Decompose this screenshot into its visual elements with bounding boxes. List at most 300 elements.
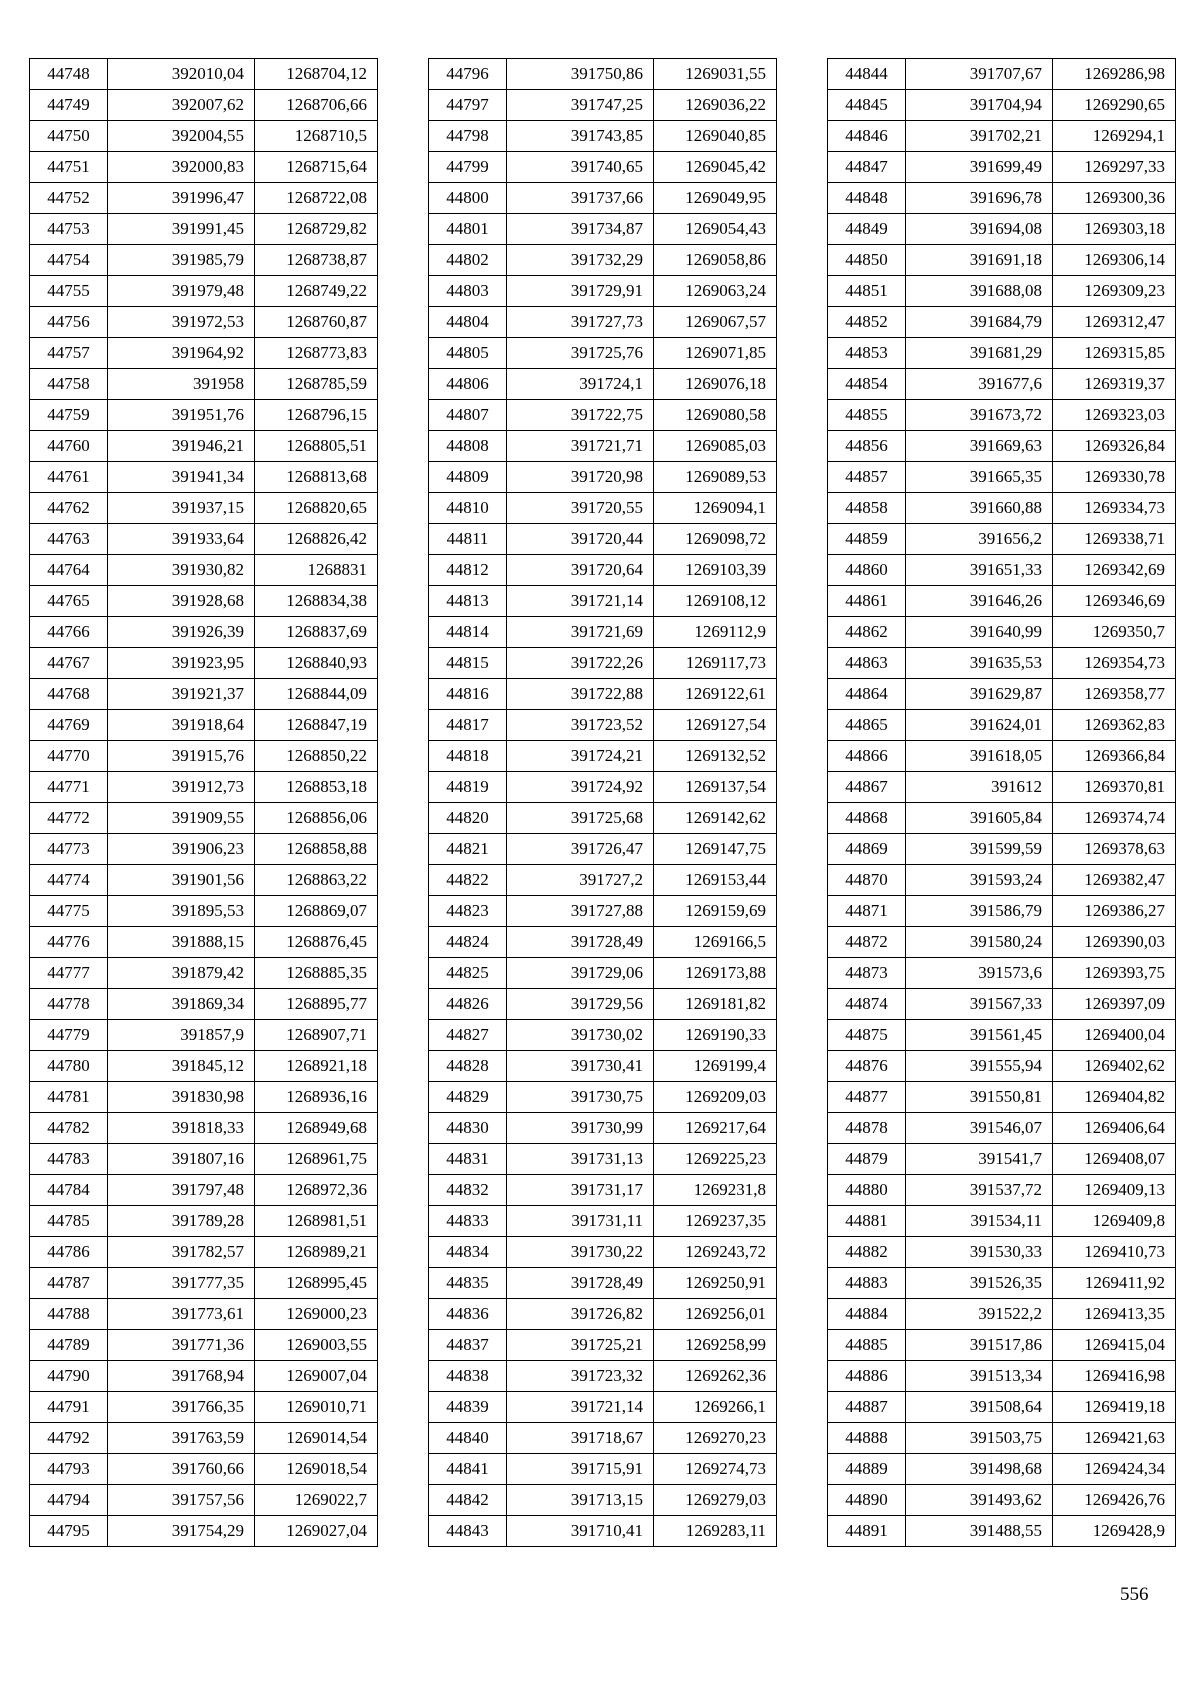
x-coordinate-cell: 391721,14 <box>507 1392 654 1423</box>
x-coordinate-cell: 391807,16 <box>108 1144 255 1175</box>
table-row <box>429 1113 777 1144</box>
x-coordinate-cell: 391732,29 <box>507 245 654 276</box>
table-row <box>429 617 777 648</box>
coordinate-table-2 <box>428 58 777 1547</box>
x-coordinate-cell: 391550,81 <box>906 1082 1053 1113</box>
x-coordinate-cell: 391921,37 <box>108 679 255 710</box>
y-coordinate-cell: 1269279,03 <box>654 1485 777 1516</box>
table-row <box>828 431 1176 462</box>
x-coordinate-cell: 391743,85 <box>507 121 654 152</box>
table-row <box>429 1516 777 1547</box>
x-coordinate-cell: 391729,06 <box>507 958 654 989</box>
point-number-cell: 44847 <box>828 152 906 183</box>
y-coordinate-cell: 1269217,64 <box>654 1113 777 1144</box>
table-row <box>30 431 378 462</box>
y-coordinate-cell: 1269266,1 <box>654 1392 777 1423</box>
y-coordinate-cell: 1269022,7 <box>255 1485 378 1516</box>
y-coordinate-cell: 1269209,03 <box>654 1082 777 1113</box>
x-coordinate-cell: 391660,88 <box>906 493 1053 524</box>
table-row <box>429 834 777 865</box>
x-coordinate-cell: 391573,6 <box>906 958 1053 989</box>
point-number-cell: 44772 <box>30 803 108 834</box>
point-number-cell: 44765 <box>30 586 108 617</box>
x-coordinate-cell: 391951,76 <box>108 400 255 431</box>
y-coordinate-cell: 1269370,81 <box>1053 772 1176 803</box>
x-coordinate-cell: 391488,55 <box>906 1516 1053 1547</box>
x-coordinate-cell: 391707,67 <box>906 59 1053 90</box>
point-number-cell: 44826 <box>429 989 507 1020</box>
x-coordinate-cell: 391926,39 <box>108 617 255 648</box>
table-row <box>30 245 378 276</box>
y-coordinate-cell: 1269137,54 <box>654 772 777 803</box>
table-row <box>30 1237 378 1268</box>
point-number-cell: 44852 <box>828 307 906 338</box>
x-coordinate-cell: 391669,63 <box>906 431 1053 462</box>
point-number-cell: 44749 <box>30 90 108 121</box>
x-coordinate-cell: 391721,14 <box>507 586 654 617</box>
x-coordinate-cell: 391635,53 <box>906 648 1053 679</box>
x-coordinate-cell: 391729,91 <box>507 276 654 307</box>
point-number-cell: 44800 <box>429 183 507 214</box>
point-number-cell: 44841 <box>429 1454 507 1485</box>
y-coordinate-cell: 1269270,23 <box>654 1423 777 1454</box>
y-coordinate-cell: 1269089,53 <box>654 462 777 493</box>
y-coordinate-cell: 1269040,85 <box>654 121 777 152</box>
y-coordinate-cell: 1269181,82 <box>654 989 777 1020</box>
x-coordinate-cell: 391933,64 <box>108 524 255 555</box>
x-coordinate-cell: 391728,49 <box>507 927 654 958</box>
table-row <box>828 679 1176 710</box>
x-coordinate-cell: 391537,72 <box>906 1175 1053 1206</box>
x-coordinate-cell: 391691,18 <box>906 245 1053 276</box>
table-row <box>828 834 1176 865</box>
y-coordinate-cell: 1268840,93 <box>255 648 378 679</box>
table-row <box>30 1423 378 1454</box>
table-row <box>429 90 777 121</box>
x-coordinate-cell: 391818,33 <box>108 1113 255 1144</box>
x-coordinate-cell: 391754,29 <box>108 1516 255 1547</box>
y-coordinate-cell: 1268858,88 <box>255 834 378 865</box>
x-coordinate-cell: 391727,88 <box>507 896 654 927</box>
point-number-cell: 44882 <box>828 1237 906 1268</box>
x-coordinate-cell: 392007,62 <box>108 90 255 121</box>
x-coordinate-cell: 391699,49 <box>906 152 1053 183</box>
y-coordinate-cell: 1269303,18 <box>1053 214 1176 245</box>
x-coordinate-cell: 391503,75 <box>906 1423 1053 1454</box>
point-number-cell: 44879 <box>828 1144 906 1175</box>
y-coordinate-cell: 1269334,73 <box>1053 493 1176 524</box>
point-number-cell: 44884 <box>828 1299 906 1330</box>
point-number-cell: 44754 <box>30 245 108 276</box>
x-coordinate-cell: 391734,87 <box>507 214 654 245</box>
table-row <box>828 1206 1176 1237</box>
point-number-cell: 44825 <box>429 958 507 989</box>
table-row <box>30 741 378 772</box>
table-row <box>828 648 1176 679</box>
x-coordinate-cell: 391724,92 <box>507 772 654 803</box>
point-number-cell: 44871 <box>828 896 906 927</box>
y-coordinate-cell: 1268706,66 <box>255 90 378 121</box>
table-row <box>429 493 777 524</box>
point-number-cell: 44888 <box>828 1423 906 1454</box>
x-coordinate-cell: 391991,45 <box>108 214 255 245</box>
point-number-cell: 44784 <box>30 1175 108 1206</box>
point-number-cell: 44861 <box>828 586 906 617</box>
point-number-cell: 44798 <box>429 121 507 152</box>
table-row <box>30 1392 378 1423</box>
x-coordinate-cell: 391923,95 <box>108 648 255 679</box>
x-coordinate-cell: 391726,82 <box>507 1299 654 1330</box>
x-coordinate-cell: 391681,29 <box>906 338 1053 369</box>
y-coordinate-cell: 1269054,43 <box>654 214 777 245</box>
table-row <box>828 803 1176 834</box>
table-row <box>429 1330 777 1361</box>
y-coordinate-cell: 1268785,59 <box>255 369 378 400</box>
y-coordinate-cell: 1269010,71 <box>255 1392 378 1423</box>
point-number-cell: 44822 <box>429 865 507 896</box>
y-coordinate-cell: 1269404,82 <box>1053 1082 1176 1113</box>
x-coordinate-cell: 391730,02 <box>507 1020 654 1051</box>
table-row <box>30 834 378 865</box>
table-row <box>828 555 1176 586</box>
point-number-cell: 44819 <box>429 772 507 803</box>
point-number-cell: 44817 <box>429 710 507 741</box>
y-coordinate-cell: 1269000,23 <box>255 1299 378 1330</box>
point-number-cell: 44752 <box>30 183 108 214</box>
y-coordinate-cell: 1268907,71 <box>255 1020 378 1051</box>
y-coordinate-cell: 1269231,8 <box>654 1175 777 1206</box>
point-number-cell: 44850 <box>828 245 906 276</box>
y-coordinate-cell: 1268895,77 <box>255 989 378 1020</box>
point-number-cell: 44883 <box>828 1268 906 1299</box>
point-number-cell: 44854 <box>828 369 906 400</box>
x-coordinate-cell: 391901,56 <box>108 865 255 896</box>
table-row <box>429 1144 777 1175</box>
y-coordinate-cell: 1269319,37 <box>1053 369 1176 400</box>
point-number-cell: 44795 <box>30 1516 108 1547</box>
table-row <box>429 400 777 431</box>
point-number-cell: 44762 <box>30 493 108 524</box>
x-coordinate-cell: 391722,88 <box>507 679 654 710</box>
y-coordinate-cell: 1268876,45 <box>255 927 378 958</box>
table-row <box>429 462 777 493</box>
y-coordinate-cell: 1269416,98 <box>1053 1361 1176 1392</box>
point-number-cell: 44782 <box>30 1113 108 1144</box>
y-coordinate-cell: 1269108,12 <box>654 586 777 617</box>
y-coordinate-cell: 1269342,69 <box>1053 555 1176 586</box>
y-coordinate-cell: 1268989,21 <box>255 1237 378 1268</box>
point-number-cell: 44890 <box>828 1485 906 1516</box>
point-number-cell: 44887 <box>828 1392 906 1423</box>
y-coordinate-cell: 1269286,98 <box>1053 59 1176 90</box>
y-coordinate-cell: 1269354,73 <box>1053 648 1176 679</box>
point-number-cell: 44768 <box>30 679 108 710</box>
point-number-cell: 44793 <box>30 1454 108 1485</box>
y-coordinate-cell: 1269358,77 <box>1053 679 1176 710</box>
table-row <box>30 555 378 586</box>
x-coordinate-cell: 391534,11 <box>906 1206 1053 1237</box>
y-coordinate-cell: 1269306,14 <box>1053 245 1176 276</box>
table-row <box>429 710 777 741</box>
x-coordinate-cell: 391766,35 <box>108 1392 255 1423</box>
y-coordinate-cell: 1268850,22 <box>255 741 378 772</box>
point-number-cell: 44750 <box>30 121 108 152</box>
x-coordinate-cell: 391696,78 <box>906 183 1053 214</box>
point-number-cell: 44785 <box>30 1206 108 1237</box>
table-row <box>429 1392 777 1423</box>
point-number-cell: 44775 <box>30 896 108 927</box>
table-row <box>429 648 777 679</box>
x-coordinate-cell: 391979,48 <box>108 276 255 307</box>
table-row <box>30 710 378 741</box>
table-row <box>828 586 1176 617</box>
table-row <box>30 865 378 896</box>
y-coordinate-cell: 1268936,16 <box>255 1082 378 1113</box>
y-coordinate-cell: 1269393,75 <box>1053 958 1176 989</box>
point-number-cell: 44846 <box>828 121 906 152</box>
y-coordinate-cell: 1269243,72 <box>654 1237 777 1268</box>
point-number-cell: 44790 <box>30 1361 108 1392</box>
point-number-cell: 44769 <box>30 710 108 741</box>
table-row <box>828 1020 1176 1051</box>
point-number-cell: 44824 <box>429 927 507 958</box>
point-number-cell: 44816 <box>429 679 507 710</box>
y-coordinate-cell: 1268972,36 <box>255 1175 378 1206</box>
y-coordinate-cell: 1269159,69 <box>654 896 777 927</box>
table-row <box>30 183 378 214</box>
y-coordinate-cell: 1268863,22 <box>255 865 378 896</box>
x-coordinate-cell: 391730,22 <box>507 1237 654 1268</box>
y-coordinate-cell: 1268921,18 <box>255 1051 378 1082</box>
point-number-cell: 44778 <box>30 989 108 1020</box>
y-coordinate-cell: 1269326,84 <box>1053 431 1176 462</box>
table-row <box>828 1330 1176 1361</box>
table-row <box>828 1051 1176 1082</box>
x-coordinate-cell: 391546,07 <box>906 1113 1053 1144</box>
y-coordinate-cell: 1268773,83 <box>255 338 378 369</box>
table-row <box>30 1361 378 1392</box>
table-row <box>30 152 378 183</box>
point-number-cell: 44876 <box>828 1051 906 1082</box>
table-row <box>30 1299 378 1330</box>
y-coordinate-cell: 1268831 <box>255 555 378 586</box>
y-coordinate-cell: 1269058,86 <box>654 245 777 276</box>
point-number-cell: 44881 <box>828 1206 906 1237</box>
point-number-cell: 44801 <box>429 214 507 245</box>
table-row <box>828 493 1176 524</box>
point-number-cell: 44756 <box>30 307 108 338</box>
y-coordinate-cell: 1269400,04 <box>1053 1020 1176 1051</box>
table-row <box>30 1268 378 1299</box>
y-coordinate-cell: 1269408,07 <box>1053 1144 1176 1175</box>
y-coordinate-cell: 1268826,42 <box>255 524 378 555</box>
table-row <box>429 865 777 896</box>
table-row <box>828 927 1176 958</box>
point-number-cell: 44815 <box>429 648 507 679</box>
y-coordinate-cell: 1269018,54 <box>255 1454 378 1485</box>
x-coordinate-cell: 391694,08 <box>906 214 1053 245</box>
y-coordinate-cell: 1268837,69 <box>255 617 378 648</box>
table-row <box>828 772 1176 803</box>
table-row <box>30 338 378 369</box>
x-coordinate-cell: 391541,7 <box>906 1144 1053 1175</box>
x-coordinate-cell: 391704,94 <box>906 90 1053 121</box>
point-number-cell: 44804 <box>429 307 507 338</box>
x-coordinate-cell: 391498,68 <box>906 1454 1053 1485</box>
y-coordinate-cell: 1269382,47 <box>1053 865 1176 896</box>
x-coordinate-cell: 391730,75 <box>507 1082 654 1113</box>
y-coordinate-cell: 1269127,54 <box>654 710 777 741</box>
point-number-cell: 44868 <box>828 803 906 834</box>
point-number-cell: 44855 <box>828 400 906 431</box>
point-number-cell: 44865 <box>828 710 906 741</box>
x-coordinate-cell: 391530,33 <box>906 1237 1053 1268</box>
table-row <box>30 59 378 90</box>
table-row <box>429 989 777 1020</box>
table-row <box>828 896 1176 927</box>
x-coordinate-cell: 391909,55 <box>108 803 255 834</box>
table-row <box>429 338 777 369</box>
table-row <box>828 276 1176 307</box>
y-coordinate-cell: 1269362,83 <box>1053 710 1176 741</box>
y-coordinate-cell: 1269413,35 <box>1053 1299 1176 1330</box>
x-coordinate-cell: 391646,26 <box>906 586 1053 617</box>
table-row <box>429 276 777 307</box>
table-row <box>30 1051 378 1082</box>
y-coordinate-cell: 1269428,9 <box>1053 1516 1176 1547</box>
x-coordinate-cell: 391750,86 <box>507 59 654 90</box>
point-number-cell: 44797 <box>429 90 507 121</box>
point-number-cell: 44760 <box>30 431 108 462</box>
point-number-cell: 44753 <box>30 214 108 245</box>
table-row <box>429 1454 777 1485</box>
point-number-cell: 44864 <box>828 679 906 710</box>
point-number-cell: 44763 <box>30 524 108 555</box>
point-number-cell: 44792 <box>30 1423 108 1454</box>
table-row <box>30 617 378 648</box>
point-number-cell: 44874 <box>828 989 906 1020</box>
point-number-cell: 44807 <box>429 400 507 431</box>
table-row <box>828 958 1176 989</box>
y-coordinate-cell: 1269063,24 <box>654 276 777 307</box>
table-row <box>30 1206 378 1237</box>
point-number-cell: 44827 <box>429 1020 507 1051</box>
y-coordinate-cell: 1268995,45 <box>255 1268 378 1299</box>
y-coordinate-cell: 1269402,62 <box>1053 1051 1176 1082</box>
table-row <box>30 648 378 679</box>
table-row <box>30 1454 378 1485</box>
table-row <box>429 1206 777 1237</box>
table-row <box>429 1082 777 1113</box>
x-coordinate-cell: 391928,68 <box>108 586 255 617</box>
table-row <box>828 1082 1176 1113</box>
x-coordinate-cell: 391517,86 <box>906 1330 1053 1361</box>
y-coordinate-cell: 1269014,54 <box>255 1423 378 1454</box>
x-coordinate-cell: 391722,75 <box>507 400 654 431</box>
y-coordinate-cell: 1268820,65 <box>255 493 378 524</box>
y-coordinate-cell: 1269190,33 <box>654 1020 777 1051</box>
x-coordinate-cell: 391720,44 <box>507 524 654 555</box>
table-row <box>828 1454 1176 1485</box>
y-coordinate-cell: 1269256,01 <box>654 1299 777 1330</box>
table-row <box>30 493 378 524</box>
table-row <box>429 1020 777 1051</box>
point-number-cell: 44767 <box>30 648 108 679</box>
table-row <box>429 1237 777 1268</box>
y-coordinate-cell: 1268738,87 <box>255 245 378 276</box>
table-row <box>30 1113 378 1144</box>
y-coordinate-cell: 1269132,52 <box>654 741 777 772</box>
x-coordinate-cell: 391729,56 <box>507 989 654 1020</box>
x-coordinate-cell: 391768,94 <box>108 1361 255 1392</box>
x-coordinate-cell: 391493,62 <box>906 1485 1053 1516</box>
table-row <box>828 59 1176 90</box>
x-coordinate-cell: 391513,34 <box>906 1361 1053 1392</box>
y-coordinate-cell: 1268813,68 <box>255 462 378 493</box>
y-coordinate-cell: 1269027,04 <box>255 1516 378 1547</box>
y-coordinate-cell: 1269173,88 <box>654 958 777 989</box>
point-number-cell: 44799 <box>429 152 507 183</box>
x-coordinate-cell: 391567,33 <box>906 989 1053 1020</box>
y-coordinate-cell: 1269346,69 <box>1053 586 1176 617</box>
point-number-cell: 44878 <box>828 1113 906 1144</box>
point-number-cell: 44848 <box>828 183 906 214</box>
y-coordinate-cell: 1269142,62 <box>654 803 777 834</box>
point-number-cell: 44809 <box>429 462 507 493</box>
table-row <box>429 307 777 338</box>
table-row <box>828 121 1176 152</box>
y-coordinate-cell: 1268949,68 <box>255 1113 378 1144</box>
point-number-cell: 44770 <box>30 741 108 772</box>
y-coordinate-cell: 1269426,76 <box>1053 1485 1176 1516</box>
y-coordinate-cell: 1269338,71 <box>1053 524 1176 555</box>
table-row <box>30 400 378 431</box>
table-row <box>828 338 1176 369</box>
point-number-cell: 44832 <box>429 1175 507 1206</box>
point-number-cell: 44851 <box>828 276 906 307</box>
table-row <box>429 927 777 958</box>
point-number-cell: 44842 <box>429 1485 507 1516</box>
table-row <box>429 245 777 276</box>
point-number-cell: 44875 <box>828 1020 906 1051</box>
x-coordinate-cell: 391593,24 <box>906 865 1053 896</box>
y-coordinate-cell: 1268856,06 <box>255 803 378 834</box>
table-row <box>30 989 378 1020</box>
table-row <box>429 369 777 400</box>
y-coordinate-cell: 1269080,58 <box>654 400 777 431</box>
point-number-cell: 44780 <box>30 1051 108 1082</box>
x-coordinate-cell: 391624,01 <box>906 710 1053 741</box>
point-number-cell: 44849 <box>828 214 906 245</box>
table-row <box>30 803 378 834</box>
point-number-cell: 44821 <box>429 834 507 865</box>
point-number-cell: 44886 <box>828 1361 906 1392</box>
table-row <box>429 1361 777 1392</box>
x-coordinate-cell: 391580,24 <box>906 927 1053 958</box>
point-number-cell: 44835 <box>429 1268 507 1299</box>
table-row <box>30 524 378 555</box>
point-number-cell: 44786 <box>30 1237 108 1268</box>
coordinate-tables <box>29 58 1175 1601</box>
table-row <box>30 958 378 989</box>
x-coordinate-cell: 391857,9 <box>108 1020 255 1051</box>
x-coordinate-cell: 391906,23 <box>108 834 255 865</box>
table-row <box>828 1361 1176 1392</box>
x-coordinate-cell: 391918,64 <box>108 710 255 741</box>
x-coordinate-cell: 391720,64 <box>507 555 654 586</box>
x-coordinate-cell: 391727,2 <box>507 865 654 896</box>
y-coordinate-cell: 1269419,18 <box>1053 1392 1176 1423</box>
